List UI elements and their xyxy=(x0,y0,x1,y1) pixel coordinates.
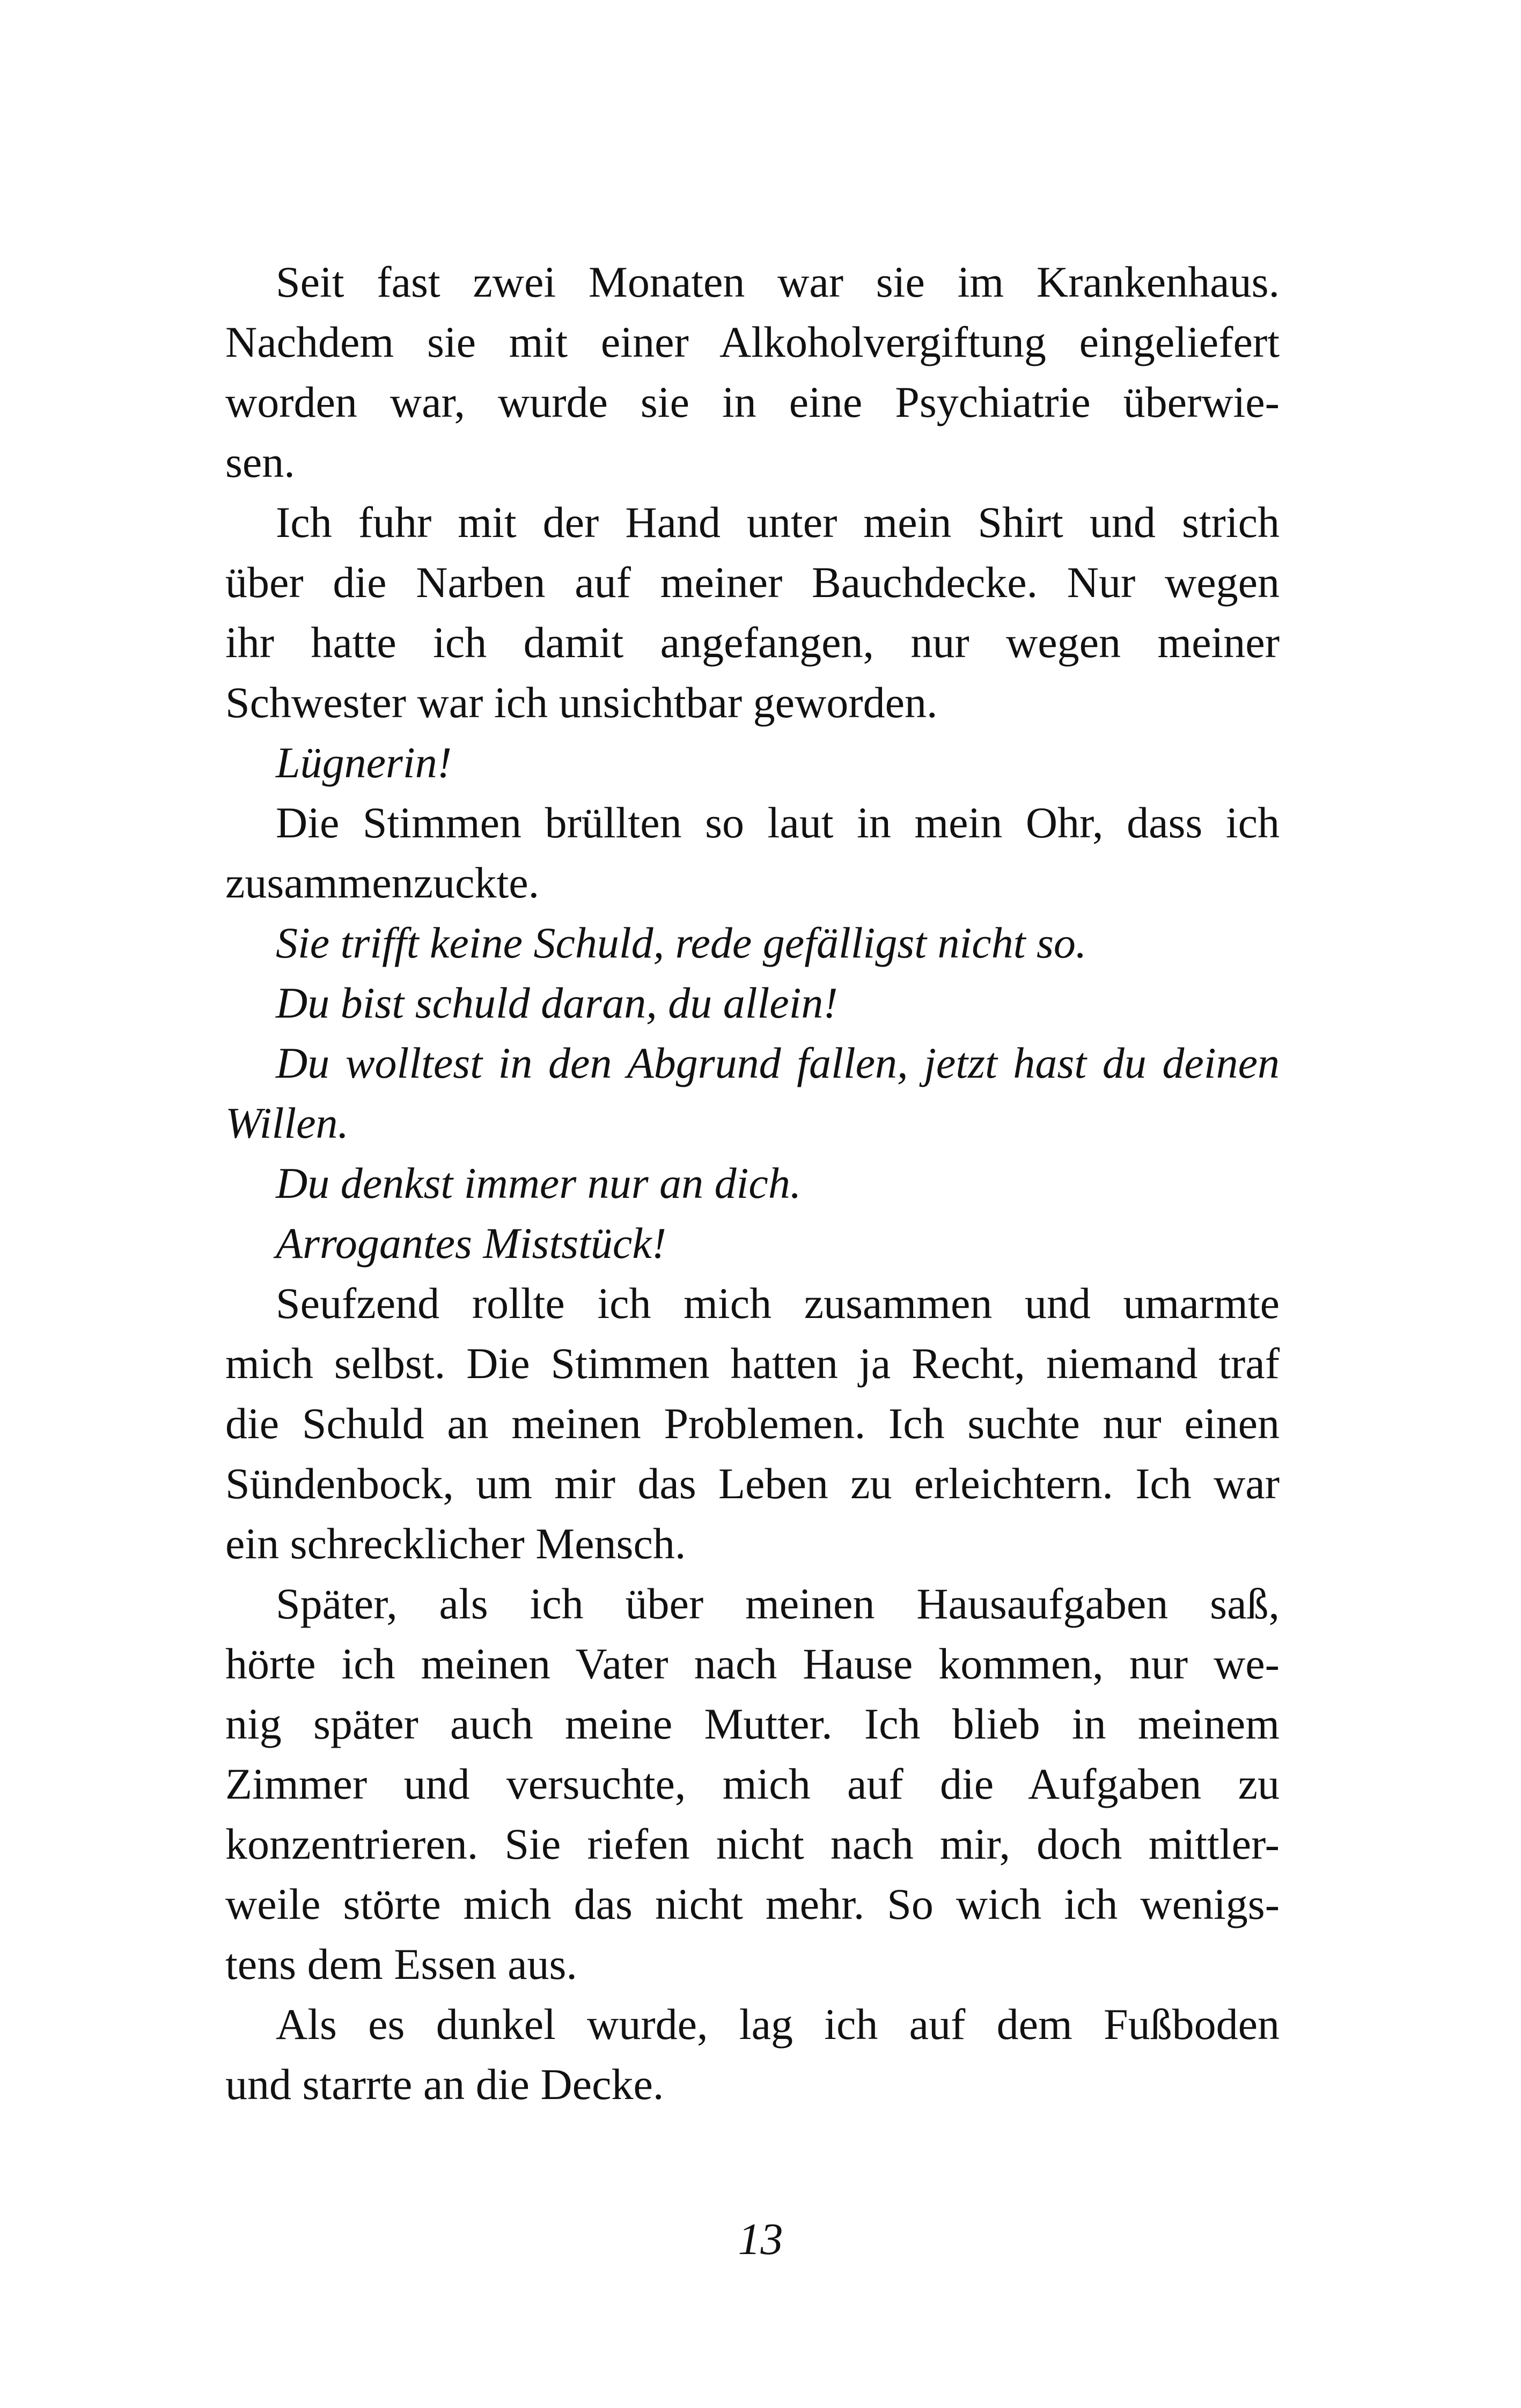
text-line: Die Stimmen brüllten so laut in mein Ohr, dass ich xyxy=(276,798,1280,847)
text-line: Du denkst immer nur an dich. xyxy=(276,1159,802,1207)
text-line: Schwester war ich unsichtbar geworden. xyxy=(225,678,938,727)
text-line: Lügnerin! xyxy=(276,738,452,787)
text-line: nig später auch meine Mutter. Ich blieb in meinem xyxy=(225,1699,1280,1748)
text-line: Seit fast zwei Monaten war sie im Krankenhaus. xyxy=(276,257,1280,306)
text-line: die Schuld an meinen Problemen. Ich suchte nur einen xyxy=(225,1399,1280,1448)
text-line: hörte ich meinen Vater nach Hause kommen, nur we- xyxy=(225,1639,1280,1688)
page-number: 13 xyxy=(738,2214,783,2264)
text-line: Seufzend rollte ich mich zusammen und umarmte xyxy=(276,1279,1280,1328)
text-line: worden war, wurde sie in eine Psychiatrie überwie- xyxy=(225,378,1280,426)
text-line: Nachdem sie mit einer Alkoholvergiftung eingeliefert xyxy=(225,318,1280,366)
text-line: konzentrieren. Sie riefen nicht nach mir, doch mittler- xyxy=(225,1820,1280,1868)
text-line: über die Narben auf meiner Bauchdecke. Nur wegen xyxy=(225,558,1280,607)
text-line: Ich fuhr mit der Hand unter mein Shirt und strich xyxy=(276,498,1280,547)
text-line: weile störte mich das nicht mehr. So wich ich wenigs- xyxy=(225,1880,1280,1928)
text-line: sen. xyxy=(225,438,295,487)
text-line: Als es dunkel wurde, lag ich auf dem Fußboden xyxy=(276,2000,1280,2049)
text-line: Sie trifft keine Schuld, rede gefälligst nicht so. xyxy=(276,918,1087,967)
text-line: und starrte an die Decke. xyxy=(225,2060,664,2109)
text-line: ein schrecklicher Mensch. xyxy=(225,1519,686,1568)
text-line: Du wolltest in den Abgrund fallen, jetzt hast du deinen xyxy=(276,1039,1280,1087)
text-line: Später, als ich über meinen Hausaufgaben saß, xyxy=(276,1579,1280,1628)
text-line: ihr hatte ich damit angefangen, nur wegen meiner xyxy=(225,618,1280,667)
text-line: tens dem Essen aus. xyxy=(225,1940,577,1989)
text-line: zusammenzuckte. xyxy=(225,858,540,907)
body-text xyxy=(225,252,1280,2115)
text-line: Du bist schuld daran, du allein! xyxy=(276,978,838,1027)
text-line: Arrogantes Miststück! xyxy=(276,1219,667,1268)
text-line: Zimmer und versuchte, mich auf die Aufgaben zu xyxy=(225,1759,1280,1808)
text-line: Willen. xyxy=(225,1099,349,1147)
text-line: Sündenbock, um mir das Leben zu erleichtern. Ich war xyxy=(225,1459,1280,1508)
text-line: mich selbst. Die Stimmen hatten ja Recht, niemand traf xyxy=(225,1339,1280,1388)
